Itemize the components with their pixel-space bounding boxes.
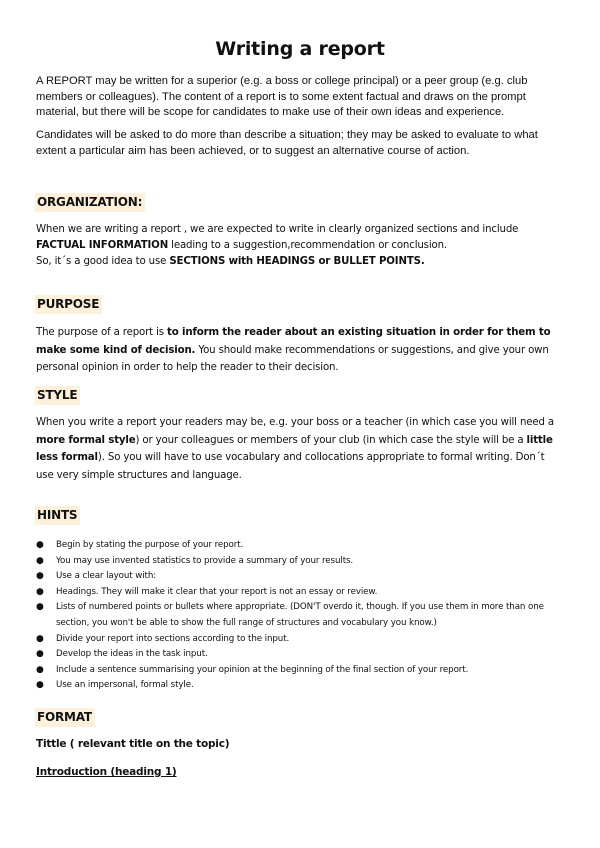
purpose-paragraph	[36, 324, 564, 377]
style-paragraph	[36, 414, 564, 484]
bullet-icon: ●	[36, 633, 44, 644]
format-tittle-line: Tittle ( relevant title on the topic)	[36, 738, 230, 750]
intro-paragraph-1: A REPORT may be written for a superior (e.g. a boss or college principal) or a peer group (e.g. club members or colleagues). The content of a report is to some extent factual and draws on the prompt material, but there will be scope for candidates to make use of their own ideas and experience.	[36, 75, 528, 119]
intro-paragraph-2: Candidates will be asked to do more than describe a situation; they may be asked to evaluate to what extent a particular aim has been achieved, or to suggest an alternative course of action.	[36, 129, 538, 157]
style-bold-2: little less formal	[36, 434, 553, 463]
list-item: ● Use a clear layout with:	[36, 569, 564, 585]
organization-line-3-pre: So, it´s a good idea to use	[36, 256, 170, 267]
sections-headings-text: SECTIONS with HEADINGS or BULLET POINTS.	[169, 256, 425, 267]
bullet-icon: ●	[36, 602, 44, 613]
list-item: ● Begin by stating the purpose of your report.	[36, 538, 564, 554]
style-bold-1: more formal style	[36, 434, 136, 446]
bullet-icon: ●	[36, 649, 44, 660]
hints-heading: HINTS	[35, 506, 80, 525]
list-item: ● Divide your report into sections according to the input.	[36, 632, 564, 648]
list-item: ● You may use invented statistics to provide a summary of your results.	[36, 554, 564, 570]
format-heading: FORMAT	[35, 708, 95, 727]
hints-list	[36, 538, 564, 694]
style-heading: STYLE	[35, 386, 80, 405]
list-item: ● Include a sentence summarising your opinion at the beginning of the final section of your report.	[36, 663, 564, 679]
bullet-icon: ●	[36, 664, 44, 675]
list-item: ● Headings. They will make it clear that your report is not an essay or review.	[36, 585, 564, 601]
organization-line-2-rest: leading to a suggestion,recommendation or conclusion.	[168, 240, 447, 251]
purpose-bold: to inform the reader about an existing situation in order for them to make some kind of decision.	[36, 327, 551, 356]
bullet-icon: ●	[36, 586, 44, 597]
bullet-icon: ●	[36, 680, 44, 691]
page-title: Writing a report	[215, 38, 385, 60]
organization-heading: ORGANIZATION:	[35, 193, 145, 212]
style-text-3: ). So you will have to use vocabulary and collocations appropriate to formal writing. Don´t use very simple structures and language.	[36, 452, 545, 481]
list-item: ● Use an impersonal, formal style.	[36, 678, 564, 694]
purpose-post: You should make recommendations or suggestions, and give your own personal opinion in order to help the reader to their decision.	[36, 344, 549, 373]
format-introduction-line: Introduction (heading 1)	[36, 766, 177, 778]
organization-line-1: When we are writing a report , we are expected to write in clearly organized sections and include	[36, 224, 519, 235]
list-item: ● Lists of numbered points or bullets where appropriate. (DON'T overdo it, though. If you use them in more than one section, you won't be able to show the full range of structures and vocabulary you know.)	[36, 602, 544, 628]
bullet-icon: ●	[36, 555, 44, 566]
style-text-1: When you write a report your readers may be, e.g. your boss or a teacher (in which case you will need a	[36, 417, 554, 428]
factual-information-text: FACTUAL INFORMATION	[36, 240, 169, 251]
purpose-heading: PURPOSE	[35, 295, 102, 314]
bullet-icon: ●	[36, 540, 44, 550]
organization-paragraph	[36, 222, 564, 270]
bullet-icon: ●	[36, 571, 44, 582]
style-text-2: ) or your colleagues or members of your club (in which case the style will be a	[135, 434, 527, 446]
purpose-pre: The purpose of a report is	[36, 327, 168, 338]
list-item: ● Develop the ideas in the task input.	[36, 647, 564, 663]
